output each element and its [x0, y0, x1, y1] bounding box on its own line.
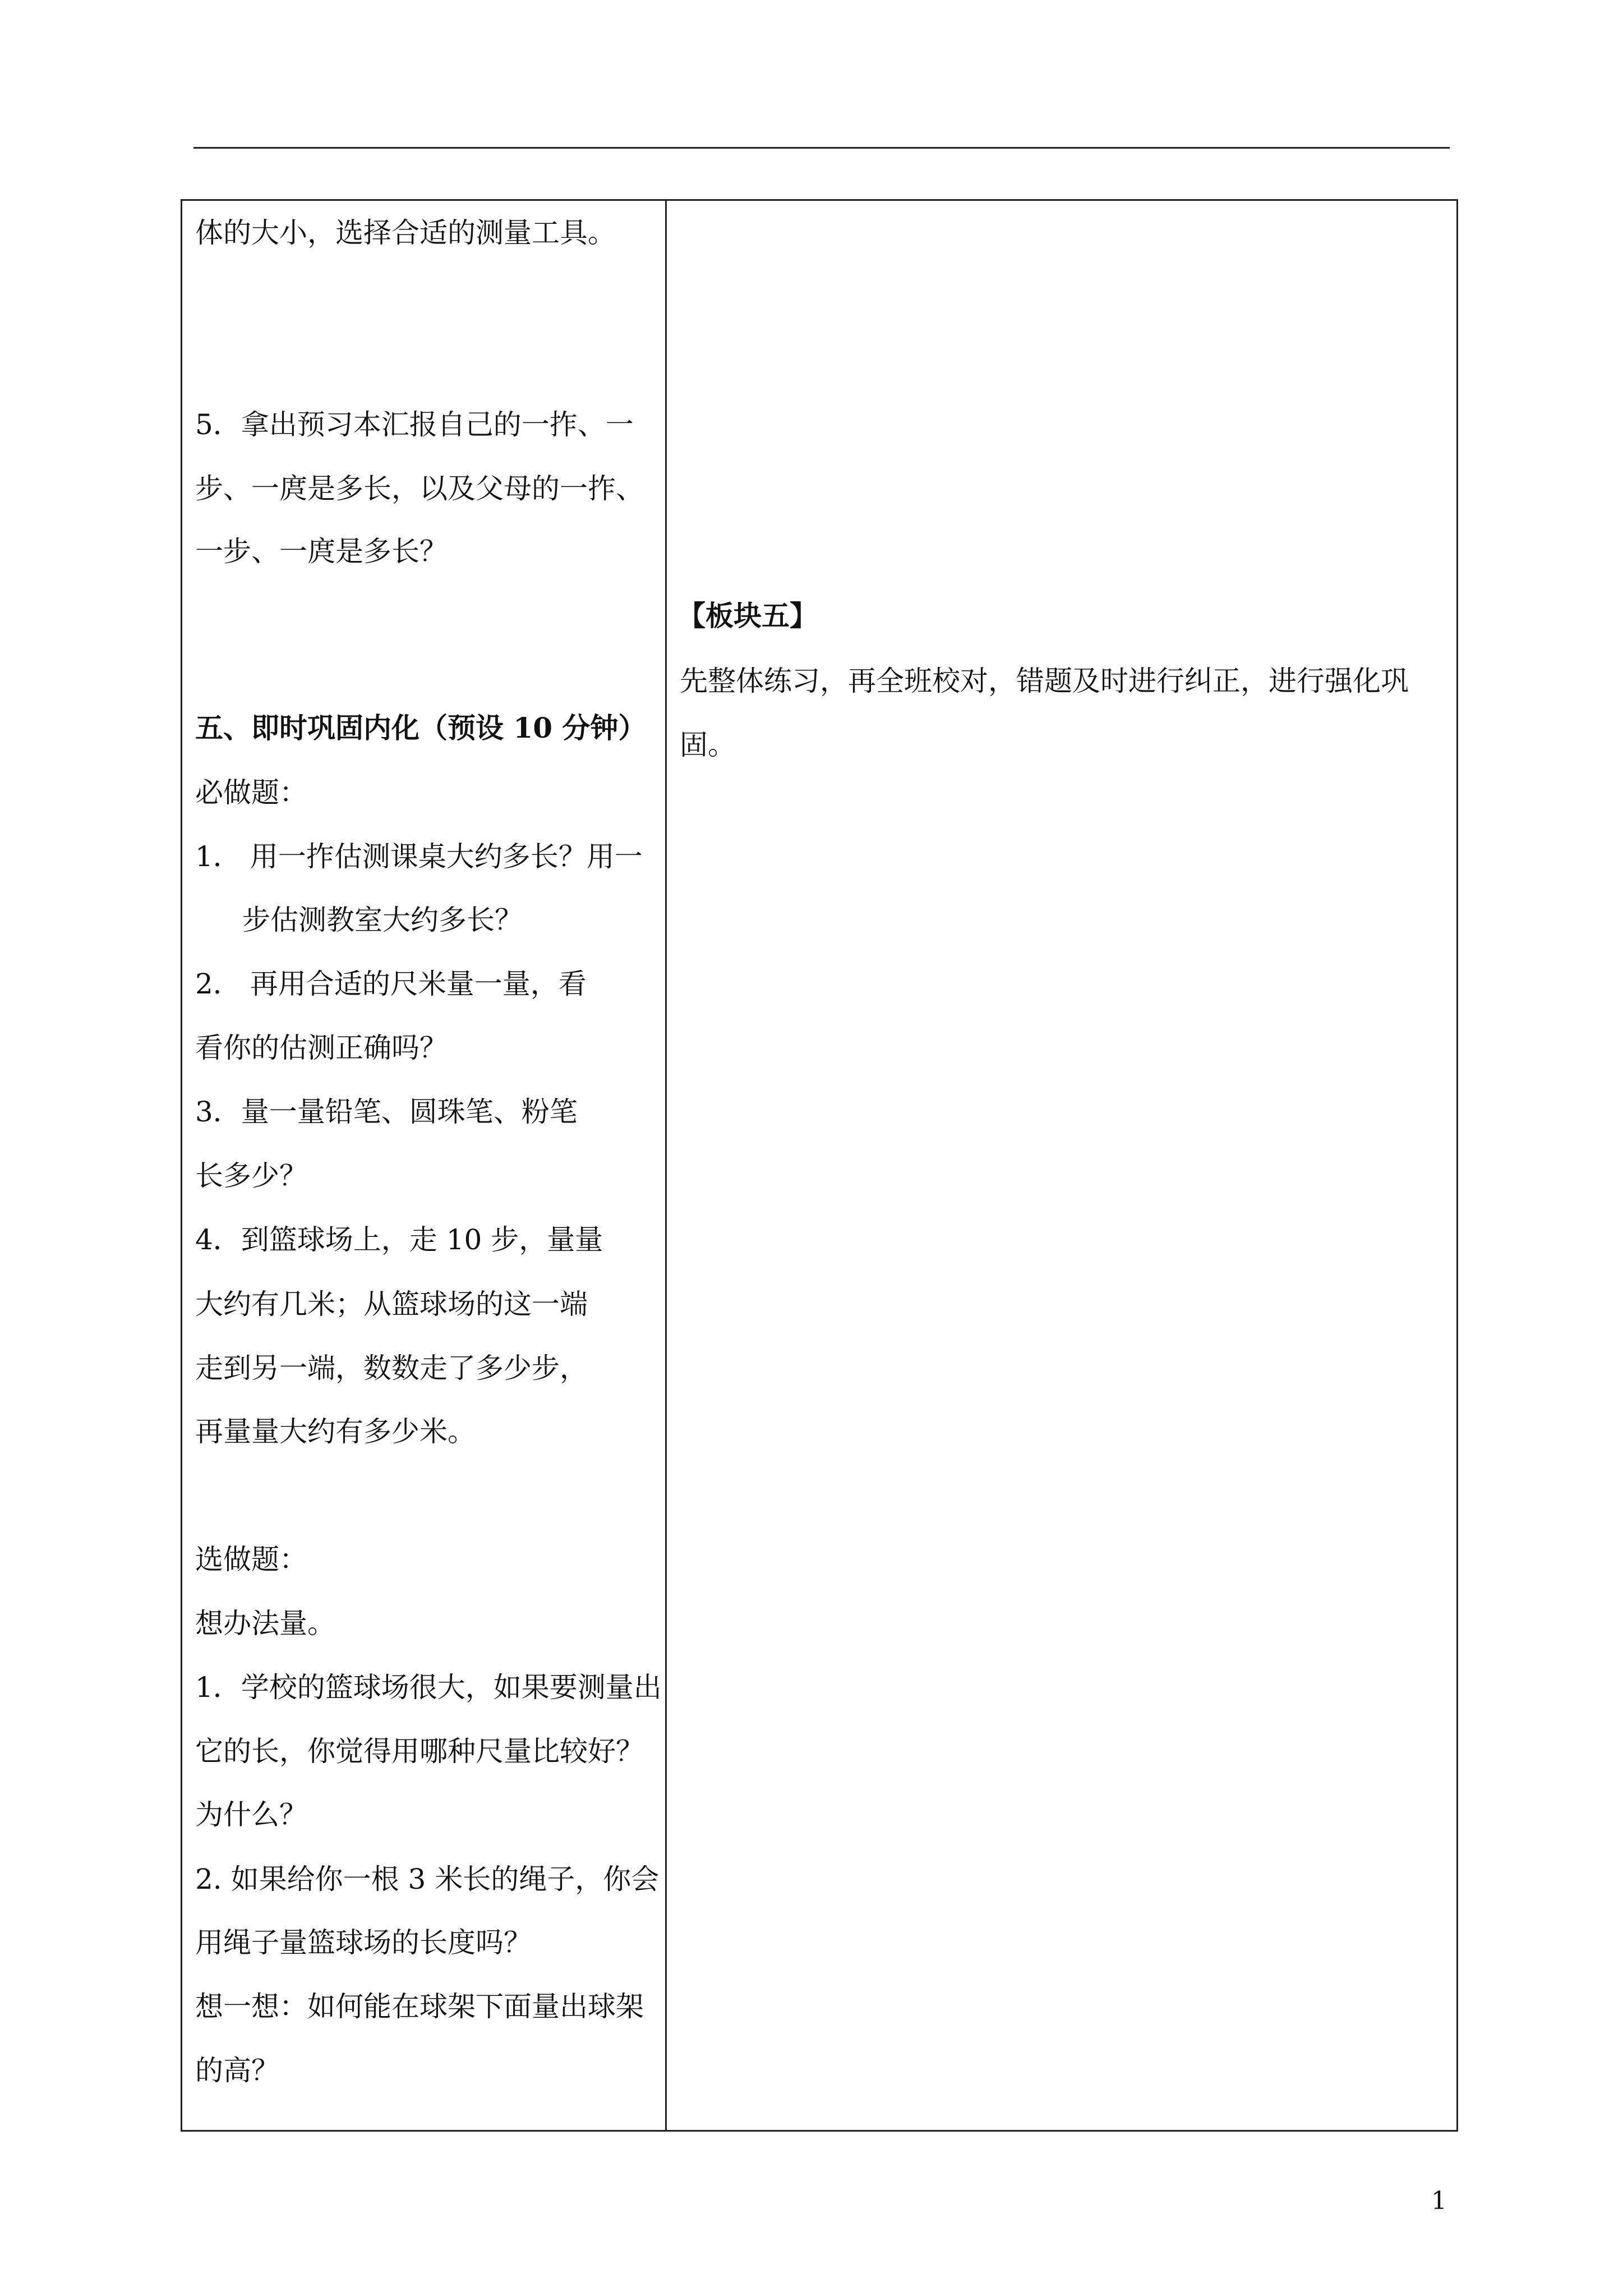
optional-item-1-cont: 为什么？	[195, 1798, 307, 1831]
required-item-2: 2． 再用合适的尺米量一量，看	[195, 968, 587, 1000]
optional-intro: 想办法量。	[195, 1607, 335, 1640]
page-number: 1	[1431, 2187, 1447, 2215]
required-item-1-cont: 步估测教室大约多长？	[242, 904, 523, 936]
think-question: 想一想：如何能在球架下面量出球架	[195, 1990, 644, 2023]
item-5-line: 步、一庹是多长，以及父母的一拃、	[195, 472, 644, 505]
block-five-text: 先整体练习，再全班校对，错题及时进行纠正，进行强化巩	[680, 665, 1409, 697]
required-item-4-cont: 大约有几米；从篮球场的这一端	[195, 1288, 588, 1320]
required-label: 必做题：	[195, 776, 307, 809]
column-divider	[665, 201, 667, 2130]
required-item-4-cont: 走到另一端，数数走了多少步，	[195, 1352, 588, 1384]
required-item-1: 1． 用一拃估测课桌大约多长？用一	[195, 840, 643, 873]
left-text-line: 体的大小，选择合适的测量工具。	[195, 217, 616, 249]
section-5-title: 五、即时巩固内化（预设 10 分钟）	[195, 711, 647, 744]
required-item-4-cont: 再量量大约有多少米。	[195, 1415, 476, 1448]
optional-item-1: 1．学校的篮球场很大，如果要测量出	[195, 1671, 662, 1704]
optional-item-2-cont: 用绳子量篮球场的长度吗？	[195, 1926, 532, 1959]
header-rule	[193, 147, 1450, 149]
required-item-3-cont: 长多少？	[195, 1159, 307, 1192]
item-5-line: 一步、一庹是多长？	[195, 535, 448, 568]
optional-label: 选做题：	[195, 1543, 307, 1576]
required-item-3: 3．量一量铅笔、圆珠笔、粉笔	[195, 1096, 578, 1128]
think-question-cont: 的高？	[195, 2054, 279, 2087]
block-five-title: 【板块五】	[677, 599, 818, 632]
required-item-2-cont: 看你的估测正确吗？	[195, 1032, 448, 1064]
item-5-line: 5．拿出预习本汇报自己的一拃、一	[195, 408, 634, 441]
optional-item-2: 2. 如果给你一根 3 米长的绳子，你会	[195, 1863, 660, 1895]
block-five-text-cont: 固。	[680, 729, 736, 761]
optional-item-1-cont: 它的长，你觉得用哪种尺量比较好？	[195, 1735, 644, 1768]
required-item-4: 4．到篮球场上，走 10 步，量量	[195, 1223, 603, 1256]
